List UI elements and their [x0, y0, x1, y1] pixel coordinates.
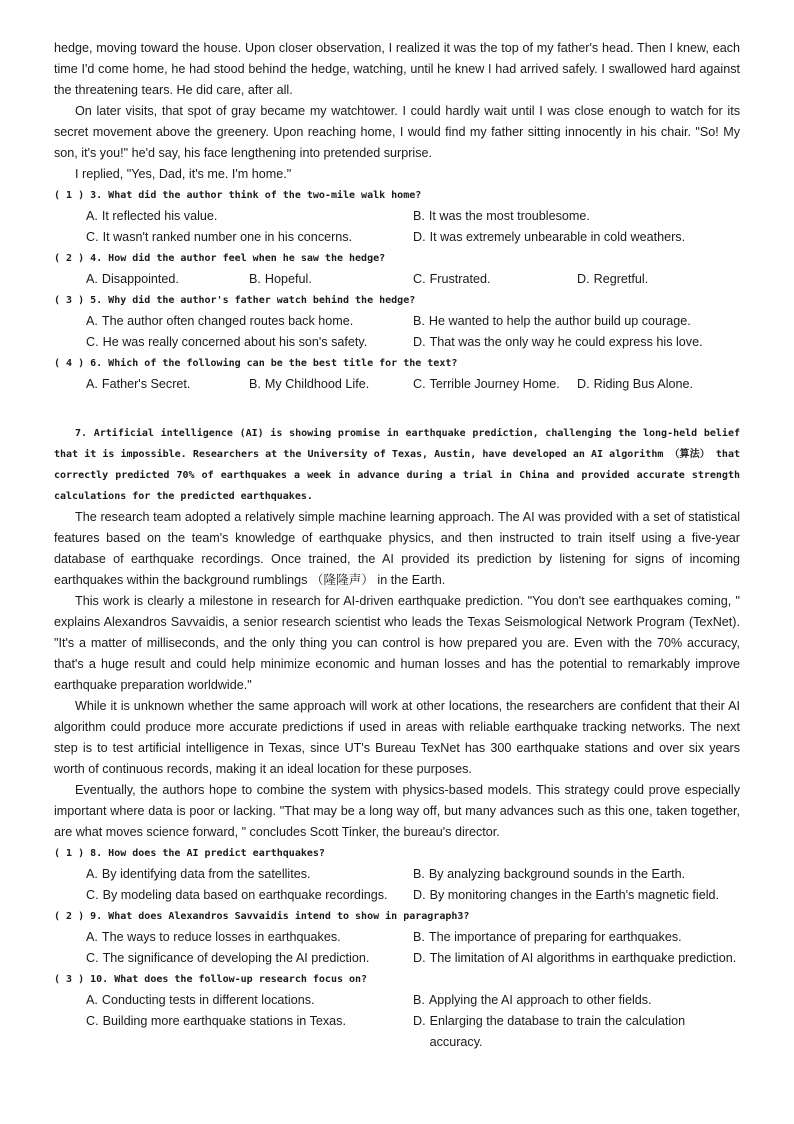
passage2-paragraph-2: This work is clearly a milestone in research for AI-driven earthquake prediction. "You don't see earthquakes coming, " explains Alexandros Savvaidis, a senior research scientist who leads the Texas Seismological Network Program (TexNet). "It's a matter of milliseconds, and the only thing you can control is how prepared you are. Even with the 70% accuracy, that's a huge result and could help minimize economic and human losses and has the potential to remarkably improve earthquake preparation worldwide." — [54, 594, 740, 692]
question-9-options — [54, 927, 740, 969]
question-6-option-c[interactable]: C. Terrible Journey Home. — [413, 377, 560, 391]
question-6-stem: ( 4 ) 6. Which of the following can be the best title for the text? — [54, 358, 458, 369]
section-gap — [54, 395, 740, 423]
passage2-paragraph-3: While it is unknown whether the same approach will work at other locations, the researchers are confident that their AI algorithm could produce more accurate predictions if used in areas with reliable earthquake tracking networks. The next step is to test artificial intelligence in Texas, since UT's Bureau TexNet has 300 earthquake stations and over six years worth of continuous records, making it an ideal location for these purposes. — [54, 699, 740, 776]
question-3-option-c[interactable]: C. It wasn't ranked number one in his concerns. — [86, 230, 353, 244]
question-6-options — [54, 374, 740, 395]
question-8-option-c[interactable]: C. By modeling data based on earthquake recordings. — [86, 888, 388, 902]
question-10-option-c[interactable]: C. Building more earthquake stations in Texas. — [86, 1014, 346, 1028]
question-10-option-a[interactable]: A. Conducting tests in different locations. — [86, 993, 315, 1007]
question-8-stem: ( 1 ) 8. How does the AI predict earthquakes? — [54, 848, 325, 859]
question-4-option-d[interactable]: D. Regretful. — [577, 272, 649, 286]
question-3-stem: ( 1 ) 3. What did the author think of the two-mile walk home? — [54, 190, 422, 201]
question-8-option-b[interactable]: B. By analyzing background sounds in the Earth. — [413, 867, 686, 881]
passage2-lead: 7. Artificial intelligence (AI) is showing promise in earthquake prediction, challenging the long-held belief that it is impossible. Researchers at the University of Texas, Austin, have developed an AI algorithm （算法） that correctly predicted 70% of earthquakes a week in advance during a trial in China and provided accurate strength calculations for the predicted earthquakes. — [54, 428, 740, 502]
question-3-options — [54, 206, 740, 248]
question-10-options — [54, 990, 740, 1053]
question-10-option-b[interactable]: B. Applying the AI approach to other fields. — [413, 993, 652, 1007]
question-8-option-a[interactable]: A. By identifying data from the satellites. — [86, 867, 311, 881]
question-5-option-a[interactable]: A. The author often changed routes back home. — [86, 314, 354, 328]
question-3-option-a[interactable]: A. It reflected his value. — [86, 209, 218, 223]
question-4-option-a[interactable]: A. Disappointed. — [86, 272, 179, 286]
question-9-option-c[interactable]: C. The significance of developing the AI prediction. — [86, 951, 370, 965]
question-9-option-a[interactable]: A. The ways to reduce losses in earthquakes. — [86, 930, 341, 944]
question-4-options — [54, 269, 740, 290]
question-10-stem: ( 3 ) 10. What does the follow-up research focus on? — [54, 974, 368, 985]
question-4-option-c[interactable]: C. Frustrated. — [413, 272, 491, 286]
question-6-option-d[interactable]: D. Riding Bus Alone. — [577, 377, 694, 391]
question-5-option-b[interactable]: B. He wanted to help the author build up courage. — [413, 314, 691, 328]
question-5-options — [54, 311, 740, 353]
question-8-option-d[interactable]: D. By monitoring changes in the Earth's magnetic field. — [413, 888, 720, 902]
question-10-option-d[interactable]: D. Enlarging the database to train the calculation accuracy. — [413, 1014, 686, 1049]
passage2-paragraph-4: Eventually, the authors hope to combine the system with physics-based models. This strategy could prove especially important where data is poor or lacking. "That may be a long way off, but many advances such as this one, taken together, are what moves science forward, " concludes Scott Tinker, the bureau's director. — [54, 783, 740, 839]
passage1-paragraph-3: I replied, "Yes, Dad, it's me. I'm home." — [75, 167, 292, 181]
passage1-paragraph-2: On later visits, that spot of gray became my watchtower. I could hardly wait until I was close enough to watch for its secret movement above the greenery. Upon reaching home, I would find my father sitting innocently in his chair. "So! My son, it's you!" he'd say, his face lengthening into pretended surprise. — [54, 104, 740, 160]
question-5-option-d[interactable]: D. That was the only way he could express his love. — [413, 335, 703, 349]
question-9-option-d[interactable]: D. The limitation of AI algorithms in earthquake prediction. — [413, 951, 737, 965]
question-4-stem: ( 2 ) 4. How did the author feel when he saw the hedge? — [54, 253, 386, 264]
question-8-options — [54, 864, 740, 906]
passage2-paragraph-1: The research team adopted a relatively simple machine learning approach. The AI was provided with a set of statistical features based on the team's knowledge of earthquake physics, and then instructed to train itself using a five-year database of earthquake recordings. Once trained, the AI provided its prediction by listening for signs of incoming earthquakes within the background rumblings （隆隆声） in the Earth. — [54, 510, 740, 587]
question-9-option-b[interactable]: B. The importance of preparing for earthquakes. — [413, 930, 682, 944]
question-5-option-c[interactable]: C. He was really concerned about his son's safety. — [86, 335, 368, 349]
question-4-option-b[interactable]: B. Hopeful. — [249, 272, 312, 286]
question-9-stem: ( 2 ) 9. What does Alexandros Savvaidis intend to show in paragraph3? — [54, 911, 470, 922]
question-3-option-d[interactable]: D. It was extremely unbearable in cold weathers. — [413, 230, 686, 244]
question-6-option-a[interactable]: A. Father's Secret. — [86, 377, 191, 391]
question-3-option-b[interactable]: B. It was the most troublesome. — [413, 209, 590, 223]
passage1-paragraph-1: hedge, moving toward the house. Upon closer observation, I realized it was the top of my father's head. Then I knew, each time I'd come home, he had stood behind the hedge, watching, until he knew I had arrived safely. I swallowed hard against the threatening tears. He did care, after all. — [54, 41, 740, 97]
question-5-stem: ( 3 ) 5. Why did the author's father watch behind the hedge? — [54, 295, 416, 306]
question-6-option-b[interactable]: B. My Childhood Life. — [249, 377, 370, 391]
